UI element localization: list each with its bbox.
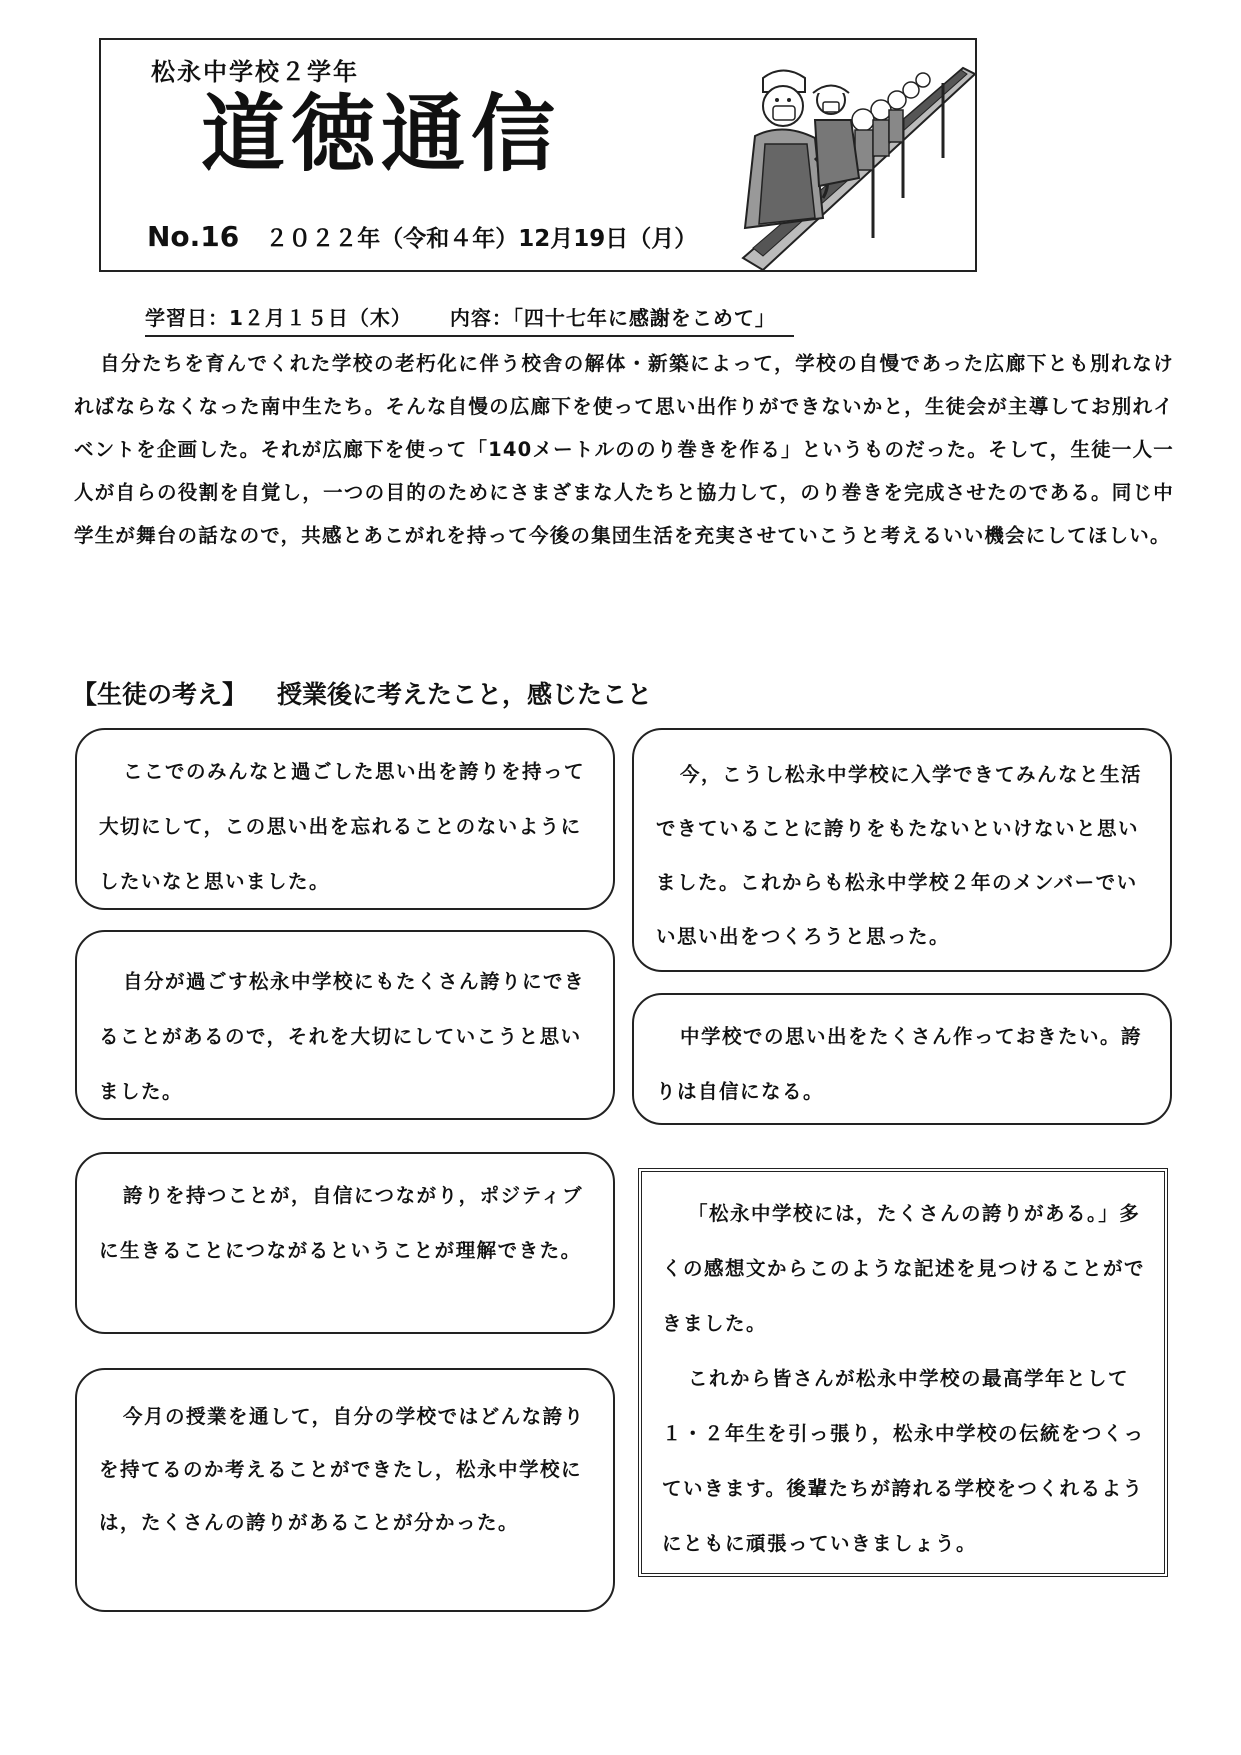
lesson-info bbox=[145, 302, 794, 337]
newsletter-title: 道徳通信 bbox=[201, 85, 562, 183]
teacher-message-box bbox=[638, 1168, 1168, 1577]
lesson-content: 内容：「四十七年に感謝をこめて」 bbox=[449, 306, 776, 330]
issue-date: ２０２２年（令和４年）12月19日（月） bbox=[265, 226, 698, 252]
section-subtitle: 授業後に考えたこと，感じたこと bbox=[277, 680, 653, 709]
teacher-message-paragraph: 「松永中学校には，たくさんの誇りがある。」多くの感想文からこのような記述を見つけることができました。 bbox=[662, 1202, 1146, 1335]
school-grade-label: 松永中学校２学年 bbox=[151, 58, 359, 86]
issue-line bbox=[147, 220, 697, 253]
student-comment: 今，こうし松永中学校に入学できてみんなと生活できていることに誇りをもたないといけないと思いました。これからも松永中学校２年のメンバーでいい思い出をつくろうと思った。 bbox=[632, 728, 1172, 972]
section-heading bbox=[72, 675, 652, 711]
intro-paragraph: 自分たちを育んでくれた学校の老朽化に伴う校舎の解体・新築によって，学校の自慢であった広廊下とも別れなければならなくなった南中生たち。そんな自慢の広廊下を使って思い出作りができないかと，生徒会が主導してお別れイベントを企画した。それが広廊下を使って「140メートルののり巻きを作る」というものだった。そして，生徒一人一人が自らの役割を自覚し，一つの目的のためにさまざまな人たちと協力して，のり巻きを完成させたのである。同じ中学生が舞台の話なので，共感とあこがれを持って今後の集団生活を充実させていこうと考えるいい機会にしてほしい。 bbox=[74, 352, 1174, 547]
newsletter-header bbox=[99, 38, 977, 272]
student-comment: 誇りを持つことが，自信につながり，ポジティブに生きることにつながるということが理解できた。 bbox=[75, 1152, 615, 1334]
student-comment: 今月の授業を通して，自分の学校ではどんな誇りを持てるのか考えることができたし，松永中学校には，たくさんの誇りがあることが分かった。 bbox=[75, 1368, 615, 1612]
student-comment: 中学校での思い出をたくさん作っておきたい。誇りは自信になる。 bbox=[632, 993, 1172, 1125]
student-comment: 自分が過ごす松永中学校にもたくさん誇りにできることがあるので，それを大切にしていこうと思いました。 bbox=[75, 930, 615, 1120]
section-bracket-label: 【生徒の考え】 bbox=[72, 680, 248, 709]
student-comment: ここでのみんなと過ごした思い出を誇りを持って大切にして，この思い出を忘れることのないようにしたいなと思いました。 bbox=[75, 728, 615, 910]
teacher-message-paragraph: これから皆さんが松永中学校の最高学年として１・２年生を引っ張り，松永中学校の伝統をつくっていきます。後輩たちが誇れる学校をつくれるようにともに頑張っていきましょう。 bbox=[662, 1367, 1145, 1555]
sushi-roll-students-illustration bbox=[723, 48, 975, 270]
lesson-date: 学習日：1２月１５日（木） bbox=[145, 306, 412, 330]
issue-number: No.16 bbox=[147, 220, 240, 253]
